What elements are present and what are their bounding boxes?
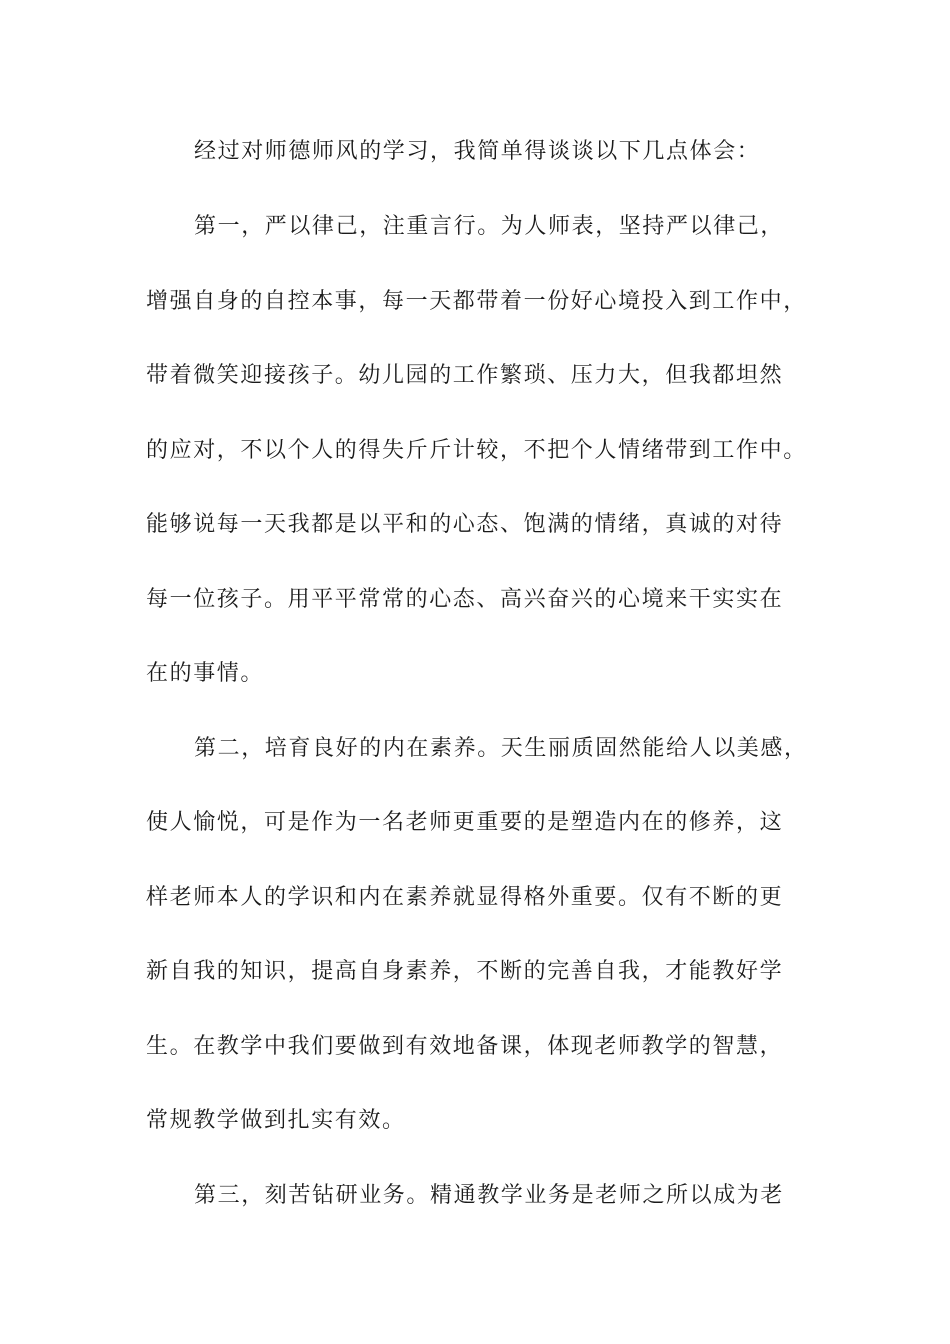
text-line: 生。在教学中我们要做到有效地备课，体现老师教学的智慧， [146, 1034, 784, 1059]
text-line: 增强自身的自控本事，每一天都带着一份好心境投入到工作中， [146, 289, 807, 314]
text-line: 新自我的知识，提高自身素养，不断的完善自我，才能教好学 [146, 959, 784, 984]
text-line: 第一，严以律己，注重言行。为人师表，坚持严以律己， [194, 214, 785, 239]
text-line: 的应对，不以个人的得失斤斤计较，不把个人情绪带到工作中。 [146, 438, 807, 463]
text-line: 能够说每一天我都是以平和的心态、饱满的情绪，真诚的对待 [146, 512, 784, 537]
text-line: 样老师本人的学识和内在素养就显得格外重要。仅有不断的更 [146, 885, 784, 910]
text-line: 每一位孩子。用平平常常的心态、高兴奋兴的心境来干实实在 [146, 587, 784, 612]
text-line: 经过对师德师风的学习，我简单得谈谈以下几点体会： [194, 139, 761, 164]
text-line: 第三，刻苦钻研业务。精通教学业务是老师之所以成为老 [194, 1183, 785, 1208]
text-line: 第二，培育良好的内在素养。天生丽质固然能给人以美感， [194, 736, 808, 761]
text-line: 带着微笑迎接孩子。幼儿园的工作繁琐、压力大，但我都坦然 [146, 363, 784, 388]
text-line: 在的事情。 [146, 661, 265, 686]
text-line: 使人愉悦，可是作为一名老师更重要的是塑造内在的修养，这 [146, 810, 784, 835]
text-line: 常规教学做到扎实有效。 [146, 1108, 406, 1133]
